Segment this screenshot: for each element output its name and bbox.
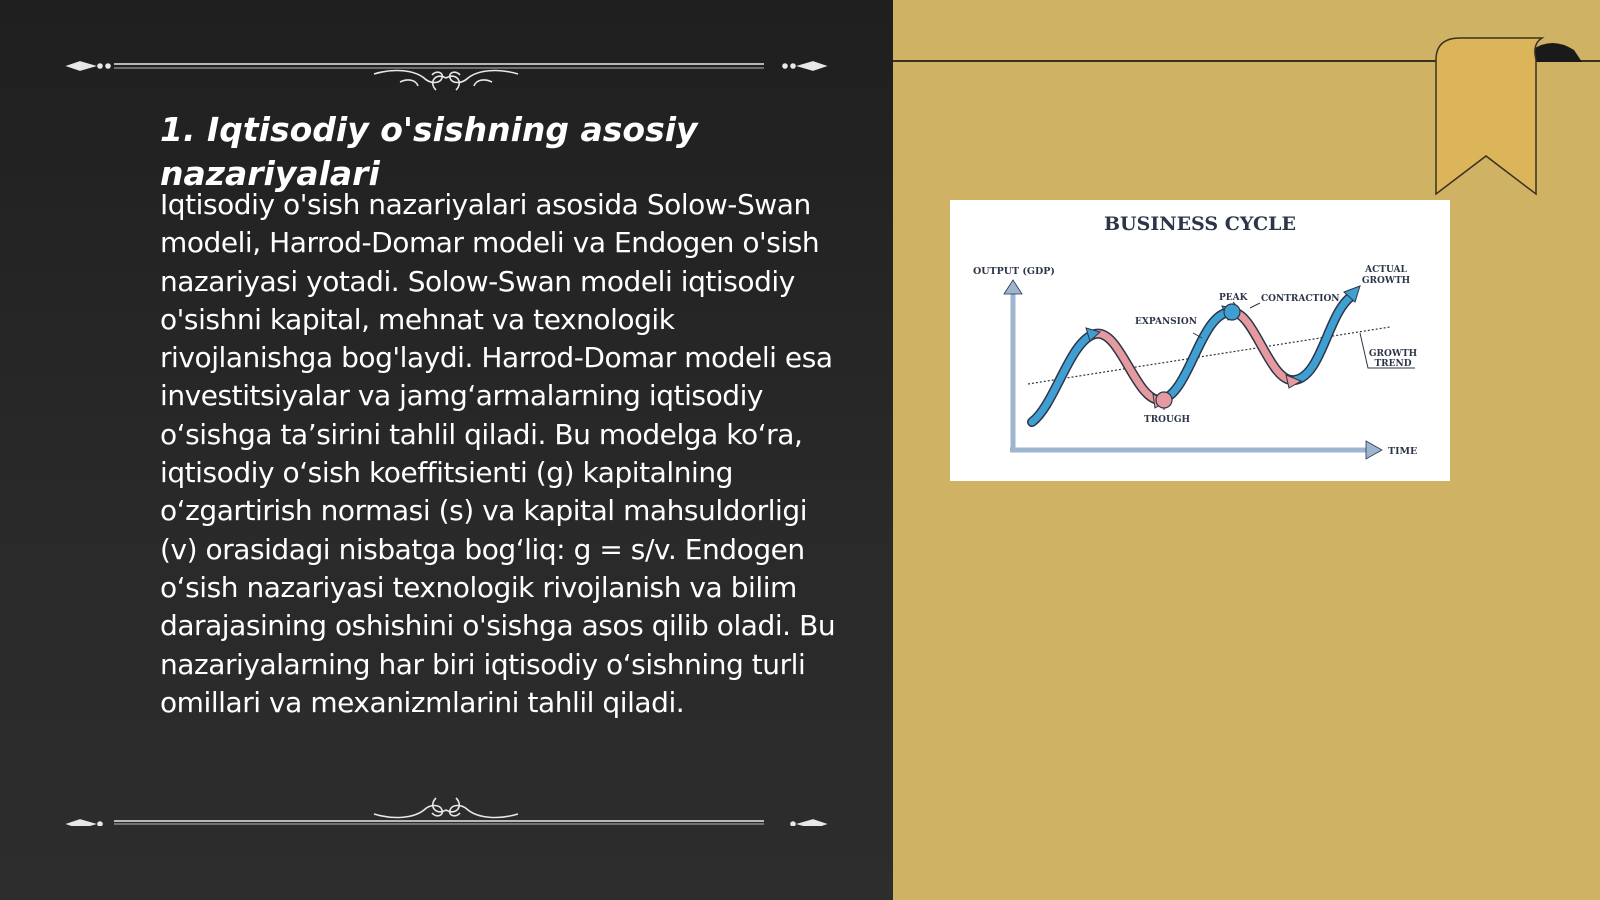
cycle-curve: [1032, 296, 1352, 422]
label-actual-growth-1: ACTUAL: [1365, 265, 1407, 275]
trough-marker: [1156, 392, 1172, 408]
label-contraction: CONTRACTION: [1261, 294, 1340, 304]
bookmark-ribbon: [1432, 36, 1582, 206]
label-growth-trend-1: GROWTH: [1368, 349, 1418, 359]
y-axis-label: OUTPUT (GDP): [973, 266, 1055, 277]
slide-body-text: Iqtisodiy o'sish nazariyalari asosida Solow-Swan modeli, Harrod-Domar modeli va Endogen o'sish nazariyasi yotadi. Solow-Swan modeli iqtisodiy o'sishni kapital, mehnat va texnologik rivojlanishga bog'laydi. Harrod-Domar modeli esa investitsiyalar va jamg‘armalarning iqtisodiy o‘sishga ta’sirini tahlil qiladi. Bu modelga ko‘ra, iqtisodiy o‘sish koeffitsienti (g) kapitalning o‘zgartirish normasi (s) va kapital mahsuldorligi (v) orasidagi nisbatga bog‘liq: g = s/v. Endogen o‘sish nazariyasi texnologik rivojlanish va bilim darajasining oshishini o'sishga asos qilib oladi. Bu nazariyalarning har biri iqtisodiy o‘sishning turli omillari va mexanizmlarini tahlil qiladi.: [160, 188, 836, 719]
label-growth-trend-2: TREND: [1374, 359, 1412, 369]
peak-marker: [1224, 304, 1240, 320]
x-axis-label: TIME: [1388, 446, 1418, 457]
ornament-bottom: [64, 780, 829, 826]
label-actual-growth-2: GROWTH: [1361, 276, 1411, 286]
label-trough: TROUGH: [1144, 415, 1191, 425]
label-expansion: EXPANSION: [1135, 317, 1197, 327]
slide-title: 1. Iqtisodiy o'sishning asosiy nazariyalari: [160, 110, 698, 193]
figure-title: BUSINESS CYCLE: [1103, 213, 1297, 235]
business-cycle-figure: [950, 200, 1450, 481]
label-peak: PEAK: [1219, 293, 1248, 303]
ornament-top: [64, 48, 829, 94]
